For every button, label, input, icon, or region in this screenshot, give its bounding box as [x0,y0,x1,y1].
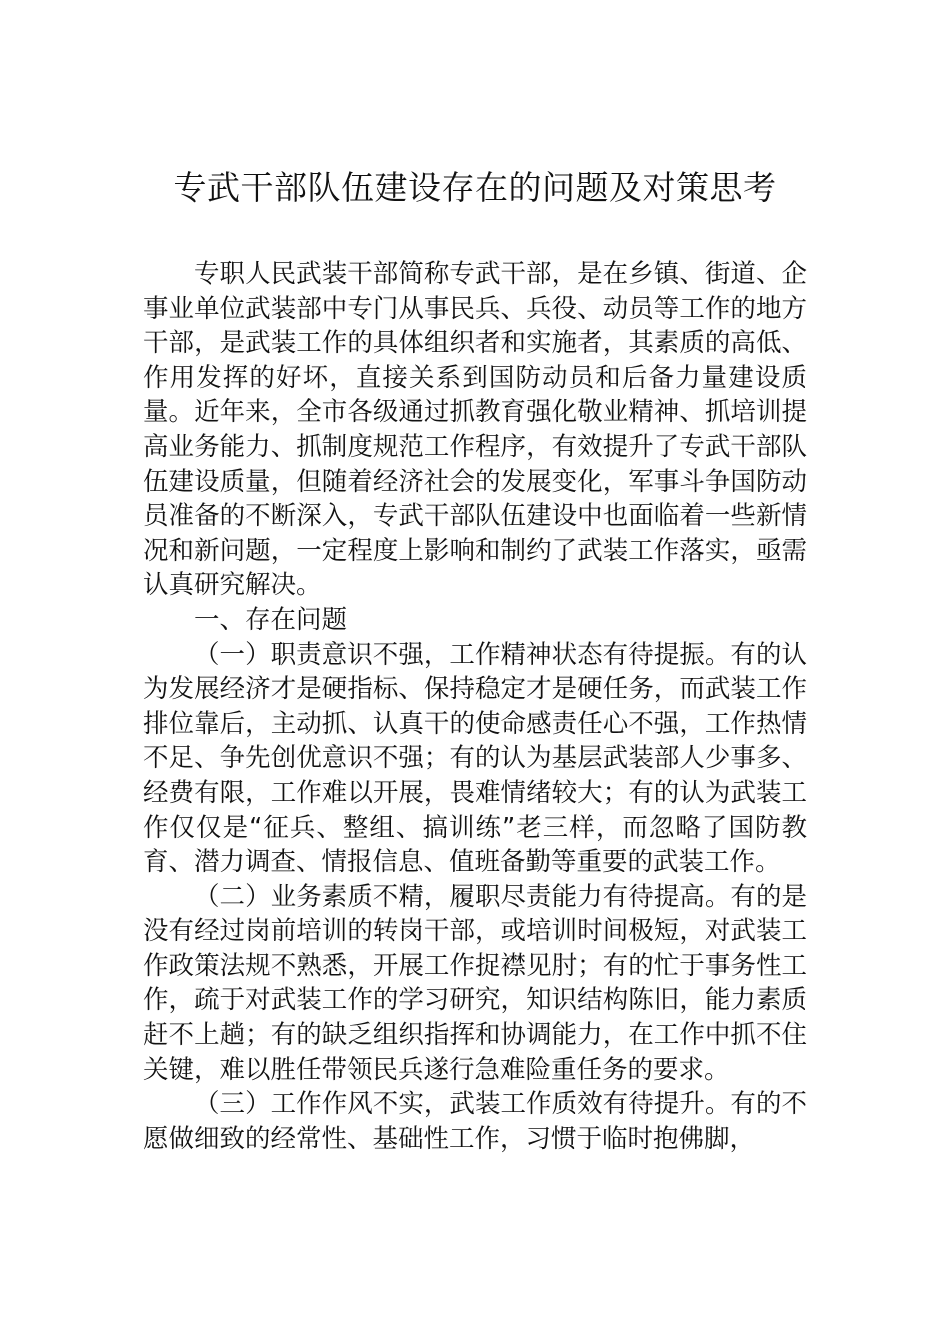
document-body [143,257,807,1156]
paragraph-problem-3: （三）工作作风不实，武装工作质效有待提升。有的不愿做细致的经常性、基础性工作，习惯于临时抱佛脚， [143,1089,807,1154]
paragraph-problem-1: （一）职责意识不强，工作精神状态有待提振。有的认为发展经济才是硬指标、保持稳定才是硬任务，而武装工作排位靠后，主动抓、认真干的使命感责任心不强，工作热情不足、争先创优意识不强；有的认为基层武装部人少事多、经费有限，工作难以开展，畏难情绪较大；有的认为武装工作仅仅是“征兵、整组、搞训练”老三样，而忽略了国防教育、潜力调查、情报信息、值班备勤等重要的武装工作。 [143,639,807,878]
section-heading-problems: 一、存在问题 [194,604,348,635]
paragraph-problem-2: （二）业务素质不精，履职尽责能力有待提高。有的是没有经过岗前培训的转岗干部，或培训时间极短，对武装工作政策法规不熟悉，开展工作捉襟见肘；有的忙于事务性工作，疏于对武装工作的学习研究，知识结构陈旧，能力素质赶不上趟；有的缺乏组织指挥和协调能力，在工作中抓不住关键，难以胜任带领民兵遂行急难险重任务的要求。 [143,881,807,1085]
paragraph-intro: 专职人民武装干部简称专武干部，是在乡镇、街道、企事业单位武装部中专门从事民兵、兵役、动员等工作的地方干部，是武装工作的具体组织者和实施者，其素质的高低、作用发挥的好坏，直接关系到国防动员和后备力量建设质量。近年来，全市各级通过抓教育强化敬业精神、抓培训提高业务能力、抓制度规范工作程序，有效提升了专武干部队伍建设质量，但随着经济社会的发展变化，军事斗争国防动员准备的不断深入，专武干部队伍建设中也面临着一些新情况和新问题，一定程度上影响和制约了武装工作落实，亟需认真研究解决。 [143,259,807,601]
document-title: 专武干部队伍建设存在的问题及对策思考 [173,168,777,207]
